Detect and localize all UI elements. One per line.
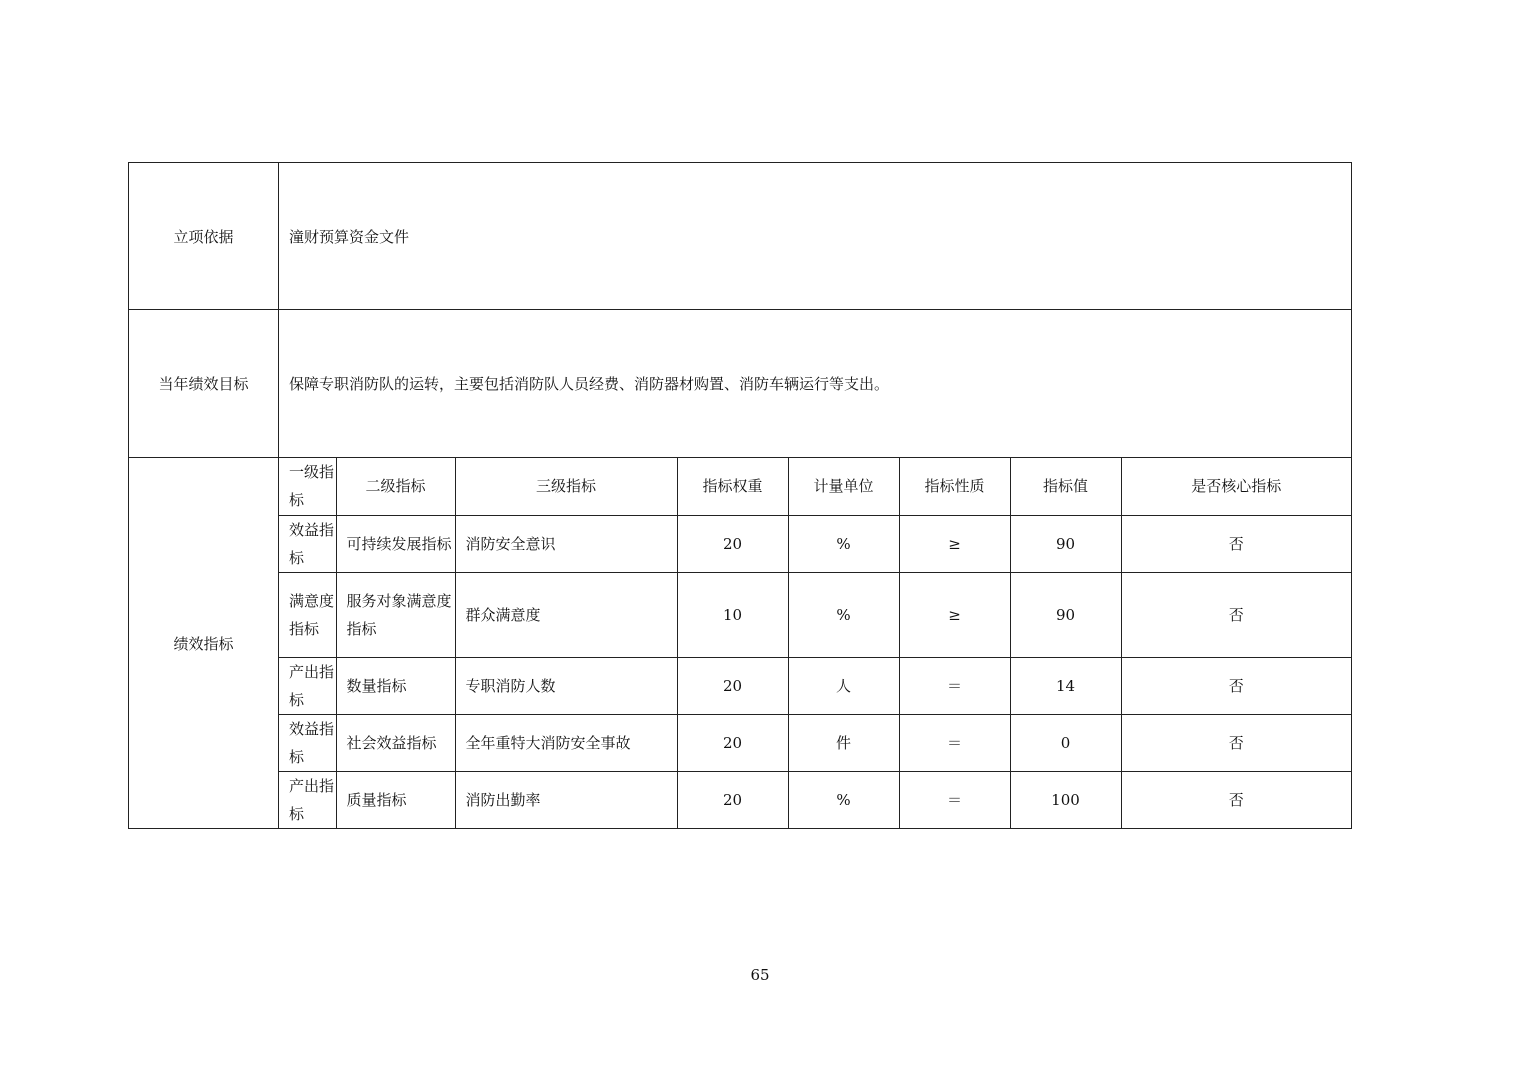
row-weight: 20 <box>677 515 788 572</box>
row-core: 否 <box>1121 657 1351 714</box>
row-nature: ≥ <box>899 572 1010 657</box>
row-nature: ＝ <box>899 714 1010 771</box>
header-value: 指标值 <box>1010 458 1121 515</box>
row-level3: 专职消防人数 <box>455 657 677 714</box>
row-core: 否 <box>1121 572 1351 657</box>
header-level3: 三级指标 <box>455 458 677 515</box>
header-weight: 指标权重 <box>677 458 788 515</box>
page-number: 65 <box>750 966 770 984</box>
row-value: 90 <box>1010 572 1121 657</box>
row-unit: 件 <box>788 714 899 771</box>
table-row <box>279 714 1351 771</box>
basis-row <box>129 163 1352 310</box>
row-level3: 全年重特大消防安全事故 <box>455 714 677 771</box>
row-level1: 效益指标 <box>279 714 336 771</box>
row-level1: 产出指标 <box>279 657 336 714</box>
header-level1: 一级指标 <box>279 458 336 515</box>
row-level2: 数量指标 <box>336 657 455 714</box>
row-value: 90 <box>1010 515 1121 572</box>
table-row <box>279 572 1351 657</box>
row-level1: 效益指标 <box>279 515 336 572</box>
row-unit: % <box>788 515 899 572</box>
row-level2: 可持续发展指标 <box>336 515 455 572</box>
row-level2: 社会效益指标 <box>336 714 455 771</box>
row-core: 否 <box>1121 771 1351 828</box>
row-level1: 产出指标 <box>279 771 336 828</box>
table-row <box>279 771 1351 828</box>
row-nature: ＝ <box>899 771 1010 828</box>
row-value: 0 <box>1010 714 1121 771</box>
row-level2: 质量指标 <box>336 771 455 828</box>
table-row <box>279 657 1351 714</box>
row-weight: 20 <box>677 771 788 828</box>
table-row <box>279 515 1351 572</box>
row-value: 100 <box>1010 771 1121 828</box>
row-weight: 20 <box>677 714 788 771</box>
basis-value: 潼财预算资金文件 <box>279 163 1352 310</box>
indicators-table <box>279 458 1351 828</box>
row-level2: 服务对象满意度指标 <box>336 572 455 657</box>
row-core: 否 <box>1121 515 1351 572</box>
basis-label: 立项依据 <box>129 163 279 310</box>
row-nature: ＝ <box>899 657 1010 714</box>
row-unit: 人 <box>788 657 899 714</box>
row-nature: ≥ <box>899 515 1010 572</box>
goal-label: 当年绩效目标 <box>129 310 279 458</box>
header-row <box>279 458 1351 515</box>
row-level3: 消防安全意识 <box>455 515 677 572</box>
performance-table <box>128 162 1352 829</box>
goal-value: 保障专职消防队的运转，主要包括消防队人员经费、消防器材购置、消防车辆运行等支出。 <box>279 310 1352 458</box>
row-unit: % <box>788 771 899 828</box>
row-weight: 10 <box>677 572 788 657</box>
row-unit: % <box>788 572 899 657</box>
indicators-row <box>129 458 1352 829</box>
header-level2: 二级指标 <box>336 458 455 515</box>
indicators-container <box>279 458 1352 829</box>
header-core: 是否核心指标 <box>1121 458 1351 515</box>
header-unit: 计量单位 <box>788 458 899 515</box>
row-core: 否 <box>1121 714 1351 771</box>
indicators-label: 绩效指标 <box>129 458 279 829</box>
row-level3: 群众满意度 <box>455 572 677 657</box>
row-level1: 满意度指标 <box>279 572 336 657</box>
row-level3: 消防出勤率 <box>455 771 677 828</box>
header-nature: 指标性质 <box>899 458 1010 515</box>
row-weight: 20 <box>677 657 788 714</box>
row-value: 14 <box>1010 657 1121 714</box>
goal-row <box>129 310 1352 458</box>
